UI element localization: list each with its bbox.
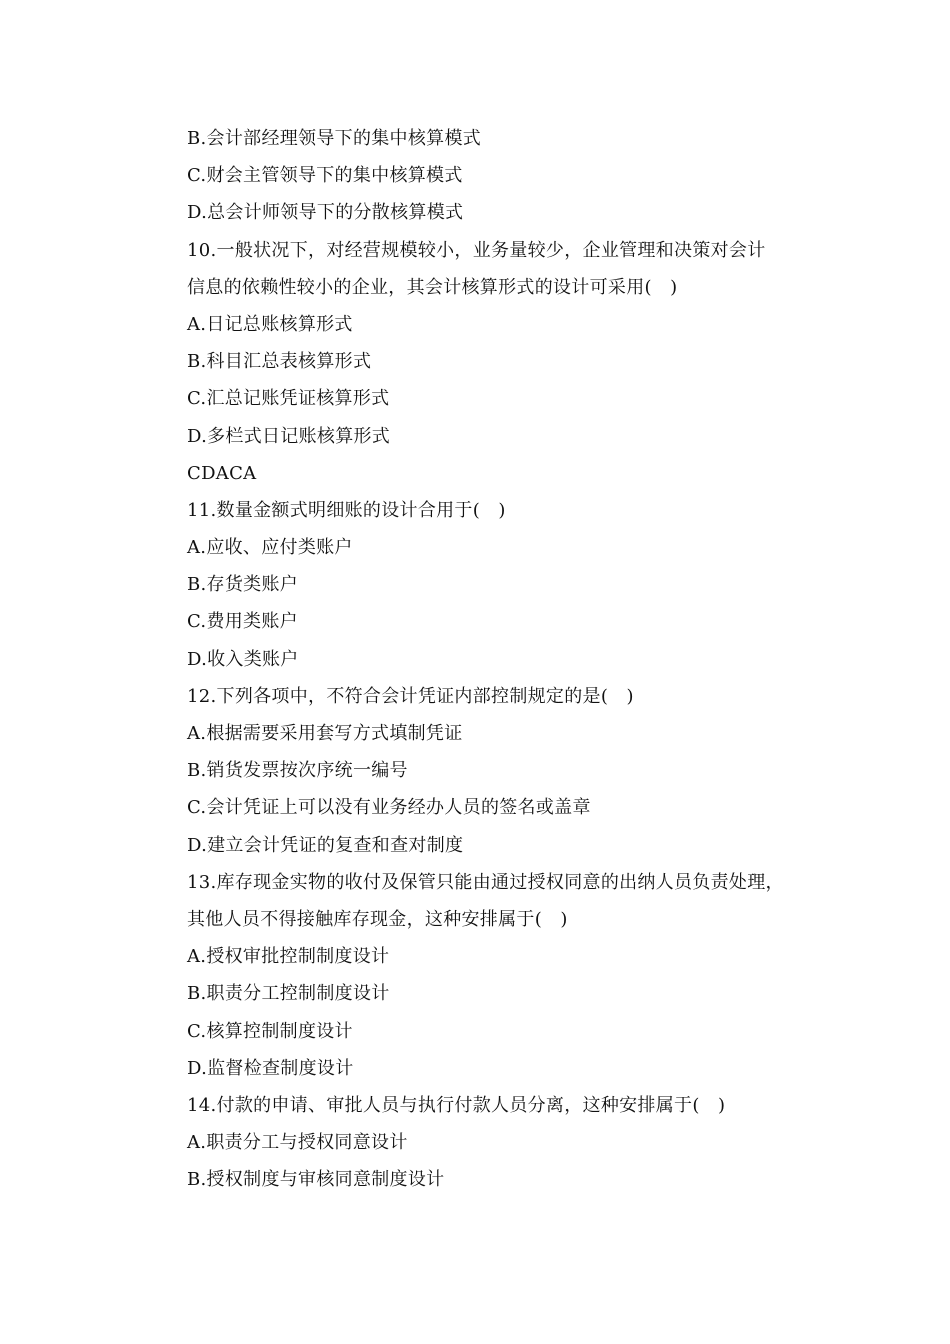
option-line: D.多栏式日记账核算形式	[187, 425, 391, 447]
option-line: B.会计部经理领导下的集中核算模式	[187, 128, 482, 149]
question-line: 14.付款的申请、审批人员与执行付款人员分离，这种安排属于( )	[187, 1094, 726, 1116]
option-line: A.职责分工与授权同意设计	[187, 1132, 408, 1154]
question-line: 11.数量金额式明细账的设计合用于( )	[187, 499, 506, 521]
option-line: B.销货发票按次序统一编号	[187, 760, 408, 782]
option-line: D.监督检查制度设计	[187, 1057, 354, 1079]
question-line: 13.库存现金实物的收付及保管只能由通过授权同意的出纳人员负责处理，	[187, 871, 784, 893]
option-line: C.核算控制制度设计	[187, 1020, 353, 1042]
question-line: 10.一般状况下，对经营规模较小，业务量较少，企业管理和决策对会计	[187, 239, 766, 261]
option-line: D.收入类账户	[187, 648, 299, 670]
option-line: B.授权制度与审核同意制度设计	[187, 1169, 445, 1191]
question-line: 信息的依赖性较小的企业，其会计核算形式的设计可采用( )	[187, 276, 678, 298]
option-line: A.授权审批控制制度设计	[187, 946, 390, 968]
option-line: B.职责分工控制制度设计	[187, 983, 390, 1005]
option-line: B.存货类账户	[187, 574, 299, 596]
option-line: B.科目汇总表核算形式	[187, 351, 372, 373]
document-body	[187, 120, 827, 1198]
option-line: C.汇总记账凭证核算形式	[187, 388, 390, 410]
question-line: 其他人员不得接触库存现金，这种安排属于( )	[187, 908, 568, 930]
option-line: A.日记总账核算形式	[187, 313, 353, 335]
option-line: A.根据需要采用套写方式填制凭证	[187, 723, 463, 744]
answer-key-line: CDACA	[187, 462, 257, 484]
option-line: C.费用类账户	[187, 611, 298, 633]
question-line: 12.下列各项中，不符合会计凭证内部控制规定的是( )	[187, 685, 634, 707]
option-line: C.会计凭证上可以没有业务经办人员的签名或盖章	[187, 797, 591, 819]
option-line: D.建立会计凭证的复查和查对制度	[187, 834, 464, 856]
option-line: C.财会主管领导下的集中核算模式	[187, 165, 463, 187]
option-line: D.总会计师领导下的分散核算模式	[187, 202, 464, 224]
option-line: A.应收、应付类账户	[187, 537, 353, 559]
